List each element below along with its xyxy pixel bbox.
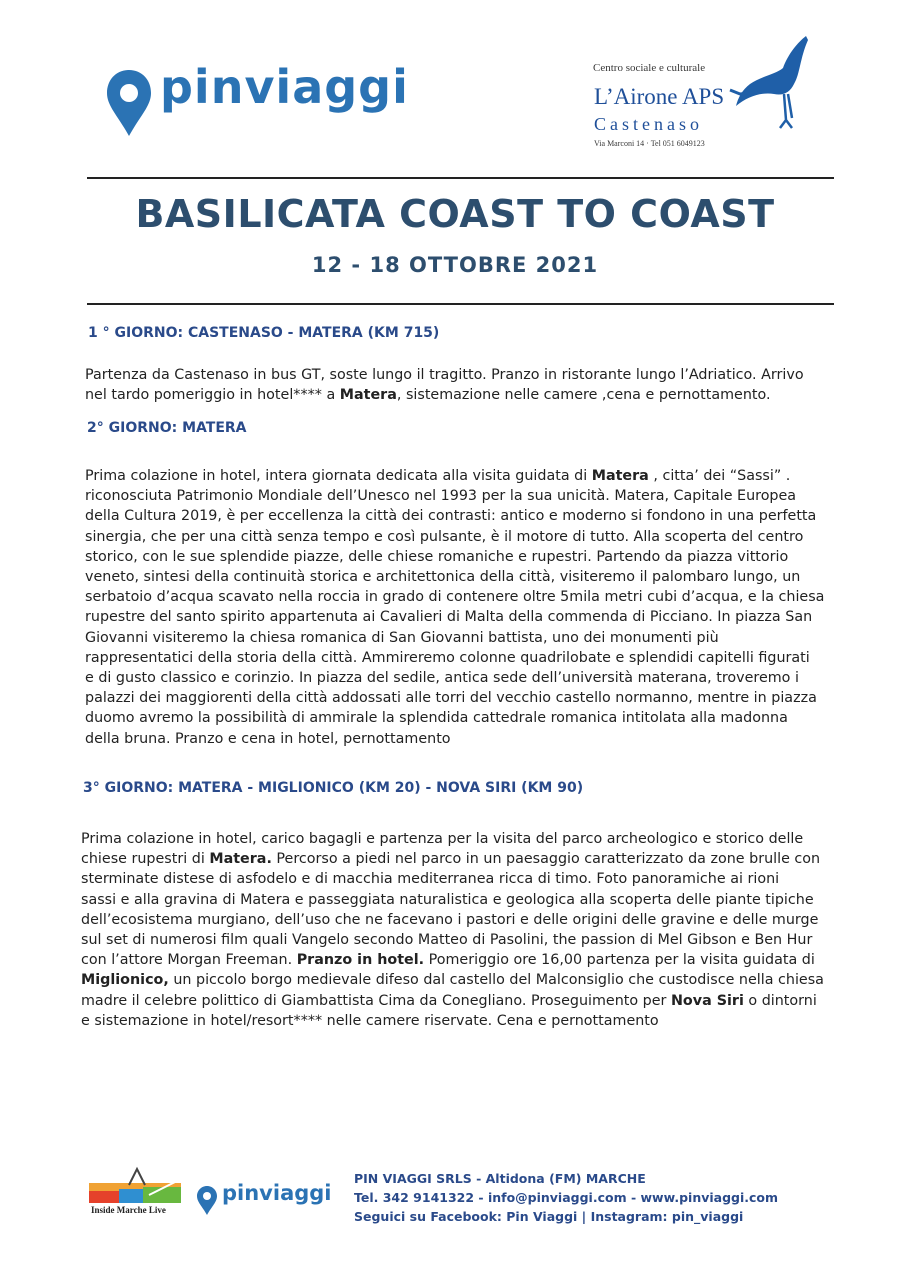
text-run: con l’attore Morgan Freeman. [81,952,297,969]
description-line [85,506,830,526]
bold-text: Miglionico, [81,972,169,989]
text-run: sassi e alla gravina di Matera e passeggiata naturalistica e geologica alla scoperta delle piante tipiche [81,891,814,908]
description-line [81,970,826,990]
day-1-heading: 1 ° GIORNO: CASTENASO - MATERA (KM 715) [88,325,440,341]
description-line [81,930,826,950]
description-line [81,1011,826,1031]
description-line [81,890,826,910]
text-run: duomo avremo la possibilità di ammirale la splendida cattedrale romanica intitolata alla madonna [85,710,788,727]
footer-logo-wordmark: pinviaggi [222,1181,332,1205]
text-run: rappresentatici della storia della città. Ammireremo colonne quadrilobate e splendidi capitelli figurati [85,649,810,666]
text-run: sterminate distese di asfodelo e di macchia mediterranea ricca di timo. Foto panoramiche ai rioni [81,871,780,888]
text-run: , sistemazione nelle camere ,cena e pernottamento. [396,387,771,404]
company-social: Seguici su Facebook: Pin Viaggi | Instagram: pin_viaggi [354,1209,744,1224]
description-line [81,849,826,869]
description-line [85,729,830,749]
description-line [85,688,830,708]
map-pin-icon [104,48,154,138]
text-run: della bruna. Pranzo e cena in hotel, pernottamento [85,730,451,747]
description-line [85,365,830,385]
bold-text: Nova Siri [670,992,744,1009]
description-line [85,607,830,627]
company-contacts: Tel. 342 9141322 - info@pinviaggi.com - www.pinviaggi.com [354,1190,779,1205]
text-run: Partenza da Castenaso in bus GT, soste lungo il tragitto. Pranzo in ristorante lungo l’Adriatico. Arrivo [85,367,804,383]
description-line [85,527,830,547]
text-run: Giovanni visiteremo la chiesa romanica di San Giovanni battista, uno dei monumenti più [85,629,719,646]
description-line [85,567,830,587]
description-line [81,950,826,970]
bold-text: Matera [591,468,649,484]
text-run: Prima colazione in hotel, carico bagagli e partenza per la visita del parco archeologico e storico delle [81,831,804,847]
description-line [85,587,830,607]
text-run: un piccolo borgo medievale difeso dal castello del Malconsiglio che custodisce nella chiesa [168,972,824,989]
airone-name: L’Airone APS [594,84,725,109]
description-line [81,869,826,889]
text-run: sul set di numerosi film quali Vangelo secondo Matteo di Pasolini, the passion di Mel Gibson e Ben Hur [81,932,813,949]
day-2-heading: 2° GIORNO: MATERA [87,420,247,436]
text-run: sinergia, che per una città senza tempo e così pulsante, è il motore di tutto. Alla scoperta del centro [85,528,804,545]
description-line [85,547,830,567]
description-line [85,648,830,668]
description-line [81,829,826,849]
day-1-description [85,365,830,405]
description-line [85,628,830,648]
day-2-description [85,466,830,749]
text-run: Prima colazione in hotel, intera giornata dedicata alla visita guidata di [85,468,592,484]
text-run: veneto, sintesi della continuità storica e architettonica della città, visiteremo il palombaro lungo, un [85,569,801,586]
bold-text: Pranzo in hotel. [296,952,425,969]
header-divider [87,177,834,179]
day-3-heading: 3° GIORNO: MATERA - MIGLIONICO (KM 20) - NOVA SIRI (KM 90) [83,780,584,796]
text-run: madre il celebre polittico di Giambattista Cima da Conegliano. Proseguimento per [81,992,671,1009]
inside-marche-logo [89,1165,181,1217]
text-run: o dintorni [743,992,817,1009]
airone-subtitle: Centro sociale e culturale [593,62,706,74]
inside-marche-caption: Inside Marche Live [91,1205,166,1215]
footer-pinviaggi-logo [196,1178,332,1218]
trip-dates: 12 - 18 OTTOBRE 2021 [311,253,599,277]
text-run: nel tardo pomeriggio in hotel**** a [85,387,340,404]
airone-town: Castenaso [594,114,703,134]
page-title: BASILICATA COAST TO COAST [135,192,775,236]
bold-text: Matera. [209,851,272,868]
company-name: PIN VIAGGI SRLS - Altidona (FM) MARCHE [354,1171,646,1186]
description-line [85,708,830,728]
text-run: , citta’ dei “Sassi” . [648,468,791,484]
text-run: serbatoio d’acqua scavato nella roccia in grado di contenere oltre 5mila metri cubi d’acqua, e la chiesa [85,589,825,606]
airone-address: Via Marconi 14 · Tel 051 6049123 [594,139,705,148]
text-run: palazzi dei maggiorenti della città addossati alle torri del vecchio castello normanno, mentre in piazza [85,690,817,707]
description-line [85,668,830,688]
day-3-description [81,829,826,1031]
airone-logo [588,40,818,158]
text-run: della Cultura 2019, è per eccellenza la città dei contrasti: antico e moderno si fondono in una perfetta [85,508,817,525]
text-run: e sistemazione in hotel/resort**** nelle camere riservate. Cena e pernottamento [81,1012,659,1029]
marche-landscape-icon [89,1165,181,1205]
text-run: dell’ecosistema murgiano, dell’uso che ne facevano i pastori e delle origini delle gravine e delle murge [81,911,819,928]
text-run: rupestre del santo spirito appartenuta ai Cavalieri di Malta della commenda di Picciano. In piazza San [85,609,813,626]
map-pin-icon [196,1178,218,1216]
text-run: chiese rupestri di [81,851,210,868]
title-divider [87,303,834,305]
description-line [85,486,830,506]
text-run: riconosciuta Patrimonio Mondiale dell’Unesco nel 1993 per la sua unicità. Matera, Capitale Europea [85,488,797,505]
text-run: Percorso a piedi nel parco in un paesaggio caratterizzato da zone brulle con [271,851,821,868]
description-line [85,466,830,486]
description-line [81,991,826,1011]
description-line [81,910,826,930]
bold-text: Matera [339,387,397,404]
text-run: storico, con le sue splendide piazze, delle chiese romaniche e rupestri. Partendo da piazza vittorio [85,548,789,565]
text-run: Pomeriggio ore 16,00 partenza per la visita guidata di [424,952,815,969]
heron-icon [728,34,818,134]
logo-wordmark: pinviaggi [160,60,409,114]
pinviaggi-logo [104,48,409,138]
text-run: e di gusto classico e corinzio. In piazza del sedile, antica sede dell’università materana, troveremo i [85,670,799,687]
description-line [85,385,830,405]
